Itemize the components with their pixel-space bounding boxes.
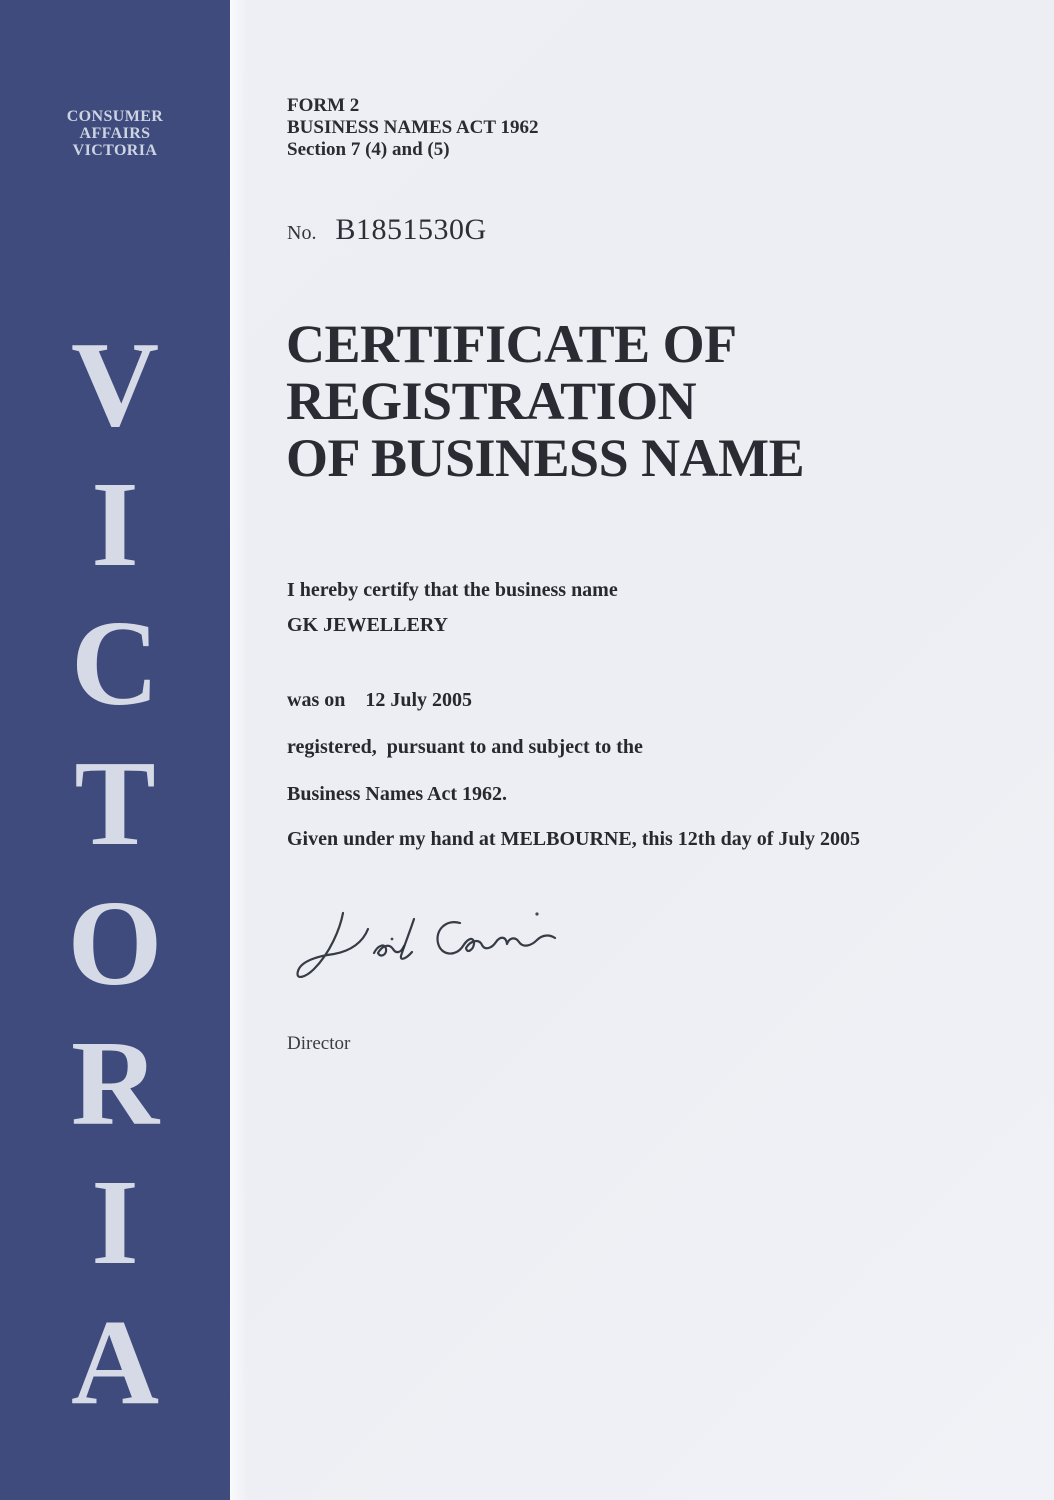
certify-statement: I hereby certify that the business name xyxy=(287,579,618,601)
agency-line: CONSUMER xyxy=(66,108,164,125)
victoria-letter: R xyxy=(70,1015,160,1151)
victoria-letter: I xyxy=(91,456,139,592)
victoria-letter: C xyxy=(70,596,160,732)
agency-line: AFFAIRS xyxy=(79,125,151,142)
act-statement: Business Names Act 1962. xyxy=(287,783,508,805)
business-name: GK JEWELLERY xyxy=(287,614,448,636)
form-header-line: FORM 2 xyxy=(287,95,360,116)
registered-statement: registered, pursuant to and subject to the xyxy=(287,736,643,758)
certificate-title xyxy=(286,316,804,487)
victoria-vertical-wordmark xyxy=(0,317,230,1430)
agency-line: VICTORIA xyxy=(72,142,158,159)
registration-number-value: B1851530G xyxy=(335,213,487,246)
sidebar xyxy=(0,0,230,1500)
victoria-letter: O xyxy=(67,875,163,1011)
form-header-line: Section 7 (4) and (5) xyxy=(287,139,450,160)
was-on-label: was on xyxy=(287,689,346,711)
registration-date: 12 July 2005 xyxy=(365,689,473,711)
director-signature xyxy=(288,899,568,995)
given-statement: Given under my hand at MELBOURNE, this 12th day of July 2005 xyxy=(287,828,861,850)
victoria-letter: V xyxy=(70,317,160,452)
agency-name xyxy=(0,108,230,159)
director-label: Director xyxy=(287,1033,351,1054)
certificate-title-line: OF BUSINESS NAME xyxy=(286,428,805,488)
registration-date-row xyxy=(287,688,472,712)
registration-number-row xyxy=(287,213,487,247)
certificate-title-line: CERTIFICATE OF xyxy=(286,314,737,374)
victoria-letter: I xyxy=(91,1155,139,1291)
form-header xyxy=(287,95,538,161)
victoria-letter: A xyxy=(70,1294,160,1430)
victoria-letter: T xyxy=(74,736,156,872)
form-header-line: BUSINESS NAMES ACT 1962 xyxy=(287,117,539,138)
registration-number-label: No. xyxy=(287,222,317,244)
certificate-title-line: REGISTRATION xyxy=(286,371,697,431)
